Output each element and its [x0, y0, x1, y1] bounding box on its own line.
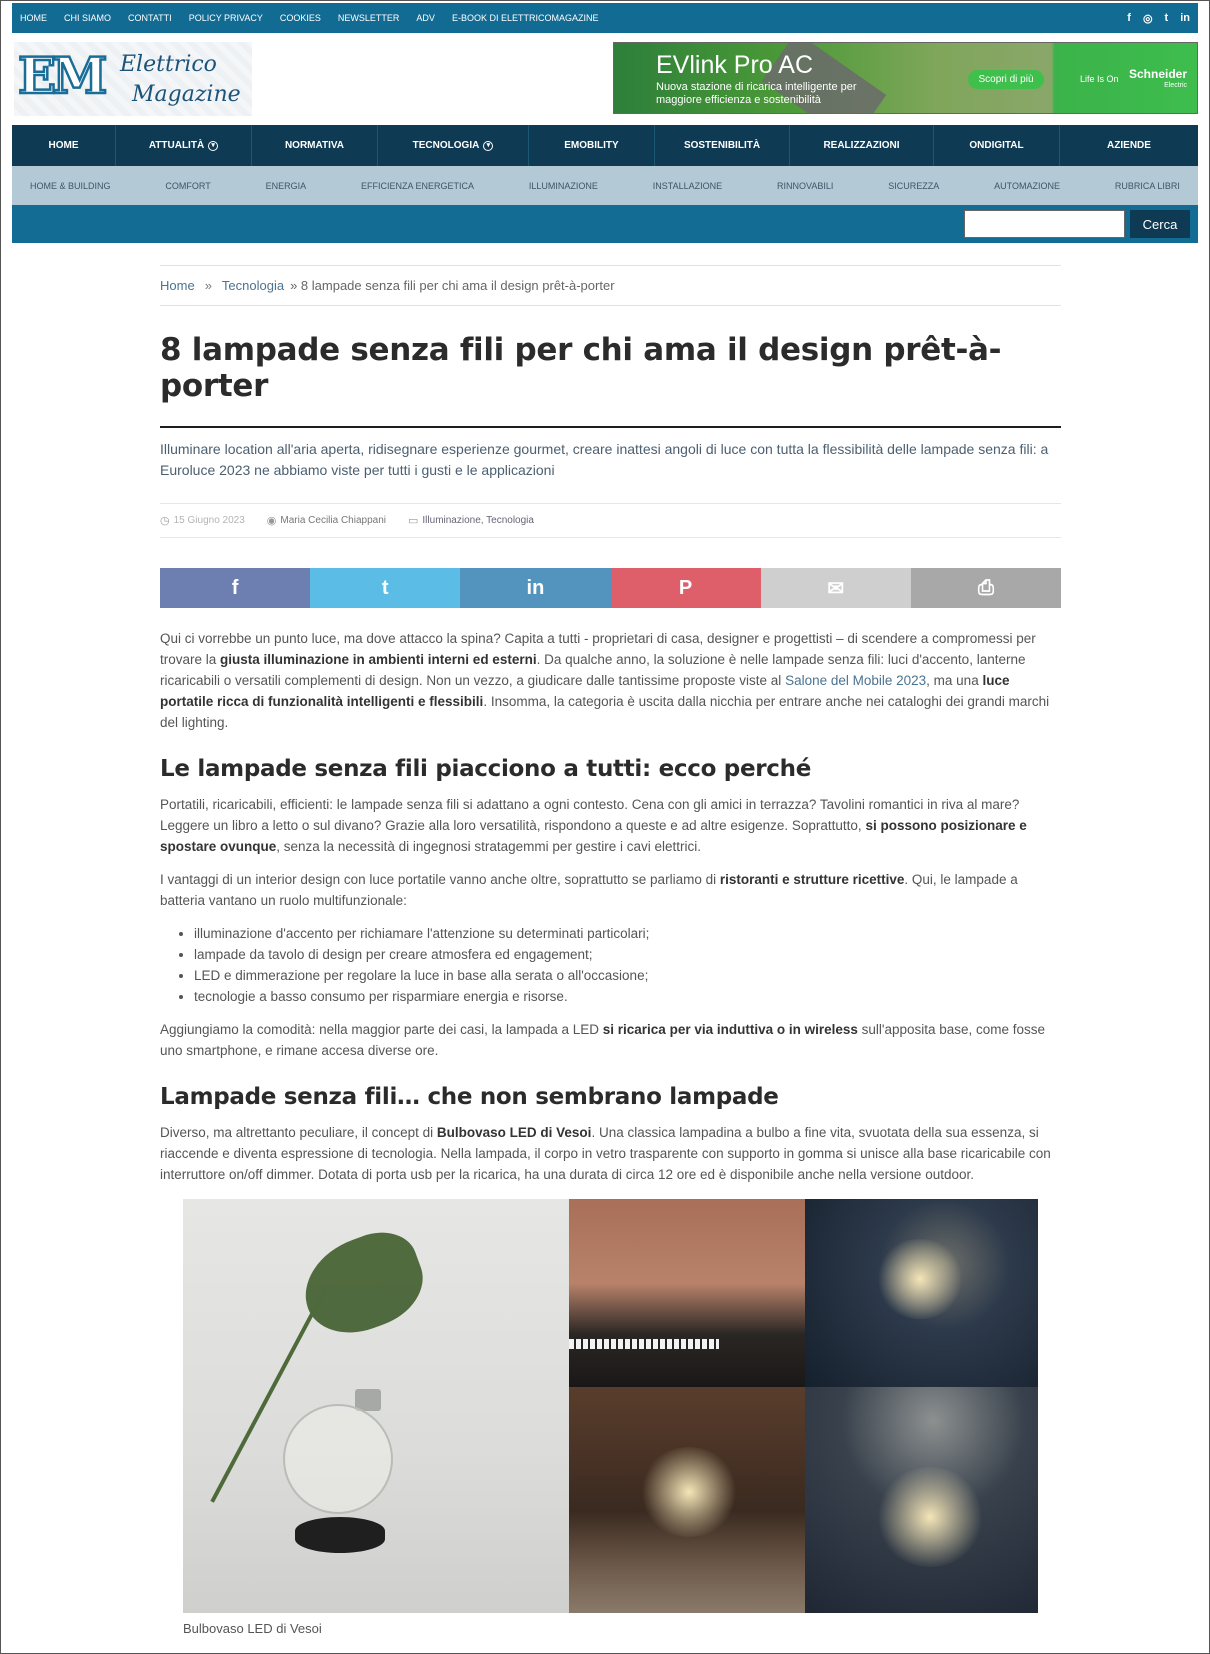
- top-links: [20, 13, 615, 23]
- social-links: [1127, 12, 1190, 25]
- nav-aziende[interactable]: [1060, 125, 1198, 166]
- text-run: . Qui, le lampade a batteria vantano un ruolo multifunzionale:: [160, 872, 1018, 908]
- bold-text: ristoranti e strutture ricettive: [719, 872, 905, 887]
- bold-text: Bulbovaso LED di Vesoi: [436, 1125, 592, 1140]
- paragraph: [160, 869, 1061, 911]
- list-item: • tecnologie a basso consumo per risparmiare energia e risorse.: [194, 986, 1061, 1007]
- nav-label: EMOBILITY: [564, 140, 619, 151]
- nav-label: TECNOLOGIA: [412, 140, 480, 151]
- main-navigation: [12, 125, 1198, 166]
- list-item: • lampade da tavolo di design per creare atmosfera ed engagement;: [194, 944, 1061, 965]
- photo-stairs-night: [805, 1199, 1038, 1387]
- article-lead: Illuminare location all'aria aperta, ridisegnare esperienze gourmet, creare inattesi angoli di luce con tutta la flessibilità delle lampade senza fili: a Euroluce 2023 ne abbiamo viste per tutti i gusti e le applicazioni: [160, 441, 1049, 478]
- photo-bulbovaso-main: [183, 1199, 569, 1613]
- date-text: 15 Giugno 2023: [173, 515, 245, 526]
- folder-icon: ▭: [408, 515, 419, 527]
- breadcrumb-home[interactable]: Home: [160, 278, 195, 293]
- subnav-rinnovabili[interactable]: RINNOVABILI: [777, 180, 834, 191]
- breadcrumb: [160, 265, 1061, 306]
- share-linkedin-button[interactable]: [460, 568, 610, 608]
- paragraph: [160, 628, 1061, 733]
- ad-subtitle: Nuova stazione di ricarica intelligente per maggiore efficienza e sostenibilità: [656, 81, 857, 106]
- section-heading: Lampade senza fili… che non sembrano lampade: [160, 1084, 779, 1110]
- subnav-rubrica-libri[interactable]: RUBRICA LIBRI: [1114, 180, 1180, 191]
- linkedin-icon[interactable]: in: [1180, 12, 1190, 24]
- text-run: . Da qualche anno, la soluzione è nelle lampade senza fili: luci d'accento, lanterne ricaricabili o versatili complementi di design. Non un vezzo, a giudicare dalle tantissime proposte viste al: [160, 652, 1026, 688]
- article-image: [183, 1199, 1038, 1613]
- site-logo[interactable]: [14, 42, 252, 116]
- bold-text: si possono posizionare e spostare ovunque: [160, 818, 1027, 854]
- top-link-home[interactable]: HOME: [20, 13, 47, 23]
- nav-attualita[interactable]: [116, 125, 252, 166]
- user-icon: ◉: [266, 515, 277, 527]
- twitter-icon[interactable]: t: [1164, 12, 1169, 24]
- bold-text: si ricarica per via induttiva o in wireless: [602, 1022, 858, 1037]
- list-item: • illuminazione d'accento per richiamare l'attenzione su determinati particolari;: [194, 923, 1061, 944]
- ad-banner[interactable]: [613, 42, 1198, 114]
- paragraph: [160, 1122, 1061, 1185]
- section-heading: Le lampade senza fili piacciono a tutti: ecco perché: [160, 756, 811, 782]
- chevron-down-icon: ▾: [483, 141, 493, 151]
- text-run: , ma una: [926, 673, 983, 688]
- photo-wood-shelf: [569, 1387, 805, 1613]
- nav-emobility[interactable]: [529, 125, 655, 166]
- facebook-icon: f: [231, 576, 239, 599]
- twitter-icon: t: [381, 576, 389, 599]
- top-link-newsletter[interactable]: NEWSLETTER: [337, 13, 400, 23]
- article-title: 8 lampade senza fili per chi ama il design prêt-à-porter: [160, 332, 1061, 428]
- nav-normativa[interactable]: [252, 125, 378, 166]
- instagram-icon[interactable]: ◎: [1142, 12, 1153, 25]
- photo-piano-room: [569, 1199, 805, 1387]
- article-meta: [160, 503, 1061, 538]
- text-run: sull'apposita base, come fosse uno smartphone, e rimane accesa diverse ore.: [160, 1022, 1046, 1058]
- meta-categories: [408, 514, 534, 527]
- bold-text: luce portatile ricca di funzionalità intelligenti e flessibili: [160, 673, 1010, 709]
- nav-sostenibilita[interactable]: [655, 125, 790, 166]
- top-link-ebook[interactable]: E-BOOK DI ELETTRICOMAGAZINE: [451, 13, 599, 23]
- paragraph: [160, 1019, 1061, 1061]
- share-print-button[interactable]: [911, 568, 1061, 608]
- paragraph: [160, 794, 1061, 857]
- clock-icon: ◷: [160, 515, 170, 527]
- share-pinterest-button[interactable]: [611, 568, 761, 608]
- article: [160, 265, 1061, 1197]
- lamp-glow: [875, 1239, 965, 1319]
- text-run: Portatili, ricaricabili, efficienti: le lampade senza fili si adattano a ogni contesto. Cena con gli amici in terrazza? Tavolini romantici in riva al mare? Leggere un libro a letto o sul divano? Grazie alla loro versatilità, rispondono a queste e ad altre esigenze. Soprattutto,: [160, 797, 1020, 833]
- piano-keys-shape: [569, 1339, 719, 1349]
- top-utility-bar: [12, 3, 1198, 33]
- ad-brand: Schneider: [1129, 67, 1188, 81]
- chevron-down-icon: ▾: [208, 141, 218, 151]
- mail-icon: ✉: [827, 577, 845, 600]
- ad-title: EVlink Pro AC: [656, 51, 814, 79]
- benefits-list: [194, 923, 1061, 1007]
- text-run: I vantaggi di un interior design con luce portatile vanno anche oltre, soprattutto se parliamo di: [160, 872, 720, 887]
- search-bar: [12, 205, 1198, 243]
- text-run: . Una classica lampadina a bulbo a fine vita, svuotata della sua essenza, si riaccende e diventa espressione di tecnologia. Nella lampada, il corpo in vetro trasparente con supporto in gomma si unisce alla base ricaricabile con interruttore on/off dimmer. Dotata di porta usb per la ricarica, ha una durata di circa 12 ore ed è disponibile anche nella versione outdoor.: [160, 1125, 1051, 1182]
- share-email-button[interactable]: [761, 568, 911, 608]
- meta-date: [160, 514, 245, 527]
- ad-brand-logo: [1129, 69, 1187, 91]
- subnav-sicurezza[interactable]: SICUREZZA: [888, 180, 940, 191]
- subnav-automazione[interactable]: AUTOMAZIONE: [994, 180, 1060, 191]
- subnav-home-building[interactable]: HOME & BUILDING: [30, 180, 111, 191]
- breadcrumb-current: » 8 lampade senza fili per chi ama il design prêt-à-porter: [290, 278, 615, 293]
- nav-label: NORMATIVA: [284, 140, 345, 151]
- subnav-energia[interactable]: ENERGIA: [265, 180, 307, 191]
- text-run: . Insomma, la categoria è uscita dalla nicchia per entrare anche nei cataloghi dei grandi marchi del lighting.: [160, 694, 1050, 730]
- facebook-icon[interactable]: f: [1127, 12, 1131, 24]
- text-run: Qui ci vorrebbe un punto luce, ma dove attacco la spina? Capita a tutti - proprietari di casa, designer e progettisti – di scendere a compromessi per trovare la: [160, 631, 1036, 667]
- logo-line1: Elettrico: [120, 52, 217, 77]
- ad-tagline: Life Is On: [1080, 74, 1119, 84]
- list-item: • LED e dimmerazione per regolare la luce in base alla serata o all'occasione;: [194, 965, 1061, 986]
- bulb-shape: [283, 1404, 393, 1514]
- top-link-contatti[interactable]: CONTATTI: [128, 13, 172, 23]
- breadcrumb-category[interactable]: Tecnologia: [221, 278, 285, 293]
- ad-brand-sub: Electric: [1164, 82, 1188, 89]
- top-link-chi-siamo[interactable]: CHI SIAMO: [64, 13, 112, 23]
- text-run: Aggiungiamo la comodità: nella maggior parte dei casi, la lampada a LED: [160, 1022, 603, 1037]
- text-run: Diverso, ma altrettanto peculiare, il concept di: [160, 1125, 437, 1140]
- nav-label: SOSTENIBILITÀ: [683, 140, 761, 151]
- lamp-glow: [875, 1467, 985, 1567]
- share-bar: [160, 568, 1061, 608]
- article-body: [160, 628, 1061, 1185]
- search-button[interactable]: Cerca: [1130, 210, 1190, 238]
- nav-ondigital[interactable]: [934, 125, 1060, 166]
- subnav-illuminazione[interactable]: ILLUMINAZIONE: [528, 180, 598, 191]
- sub-navigation: [12, 166, 1198, 205]
- subnav-installazione[interactable]: INSTALLAZIONE: [652, 180, 723, 191]
- leaf-shape: [291, 1221, 435, 1347]
- category-links[interactable]: Illuminazione, Tecnologia: [422, 515, 534, 526]
- logo-mark: EM: [18, 46, 104, 105]
- nav-label: HOME: [48, 140, 79, 151]
- text-run: , senza la necessità di ingegnosi stratagemmi per gestire i cavi elettrici.: [276, 839, 701, 854]
- photo-concrete-wall: [805, 1387, 1038, 1613]
- subnav-comfort[interactable]: COMFORT: [165, 180, 211, 191]
- subnav-efficienza-energetica[interactable]: EFFICIENZA ENERGETICA: [361, 180, 475, 191]
- linkedin-icon: in: [526, 576, 545, 599]
- print-icon: ⎙: [977, 576, 994, 599]
- bulb-base-shape: [295, 1517, 385, 1553]
- nav-label: ONDIGITAL: [969, 140, 1024, 151]
- nav-tecnologia[interactable]: [378, 125, 529, 166]
- meta-author[interactable]: [267, 514, 386, 527]
- share-facebook-button[interactable]: [160, 568, 310, 608]
- nav-realizzazioni[interactable]: [790, 125, 934, 166]
- share-twitter-button[interactable]: [310, 568, 460, 608]
- nav-label: ATTUALITÀ: [148, 140, 205, 151]
- site-header: [12, 33, 1198, 125]
- nav-label: AZIENDE: [1107, 140, 1151, 151]
- nav-home[interactable]: [12, 125, 116, 166]
- ad-cta-button[interactable]: Scopri di più: [968, 70, 1044, 89]
- nav-label: REALIZZAZIONI: [823, 140, 900, 151]
- image-caption: Bulbovaso LED di Vesoi: [183, 1621, 322, 1636]
- logo-line2: Magazine: [132, 82, 241, 107]
- salone-link[interactable]: Salone del Mobile 2023: [785, 673, 927, 688]
- lamp-glow: [639, 1447, 739, 1537]
- breadcrumb-separator: »: [204, 278, 212, 293]
- search-input[interactable]: [964, 210, 1125, 238]
- top-link-cookies[interactable]: COOKIES: [279, 13, 321, 23]
- bold-text: giusta illuminazione in ambienti interni ed esterni: [220, 652, 537, 667]
- top-link-policy-privacy[interactable]: POLICY PRIVACY: [188, 13, 263, 23]
- top-link-adv[interactable]: ADV: [416, 13, 435, 23]
- author-name[interactable]: Maria Cecilia Chiappani: [280, 515, 386, 526]
- pinterest-icon: P: [678, 576, 693, 599]
